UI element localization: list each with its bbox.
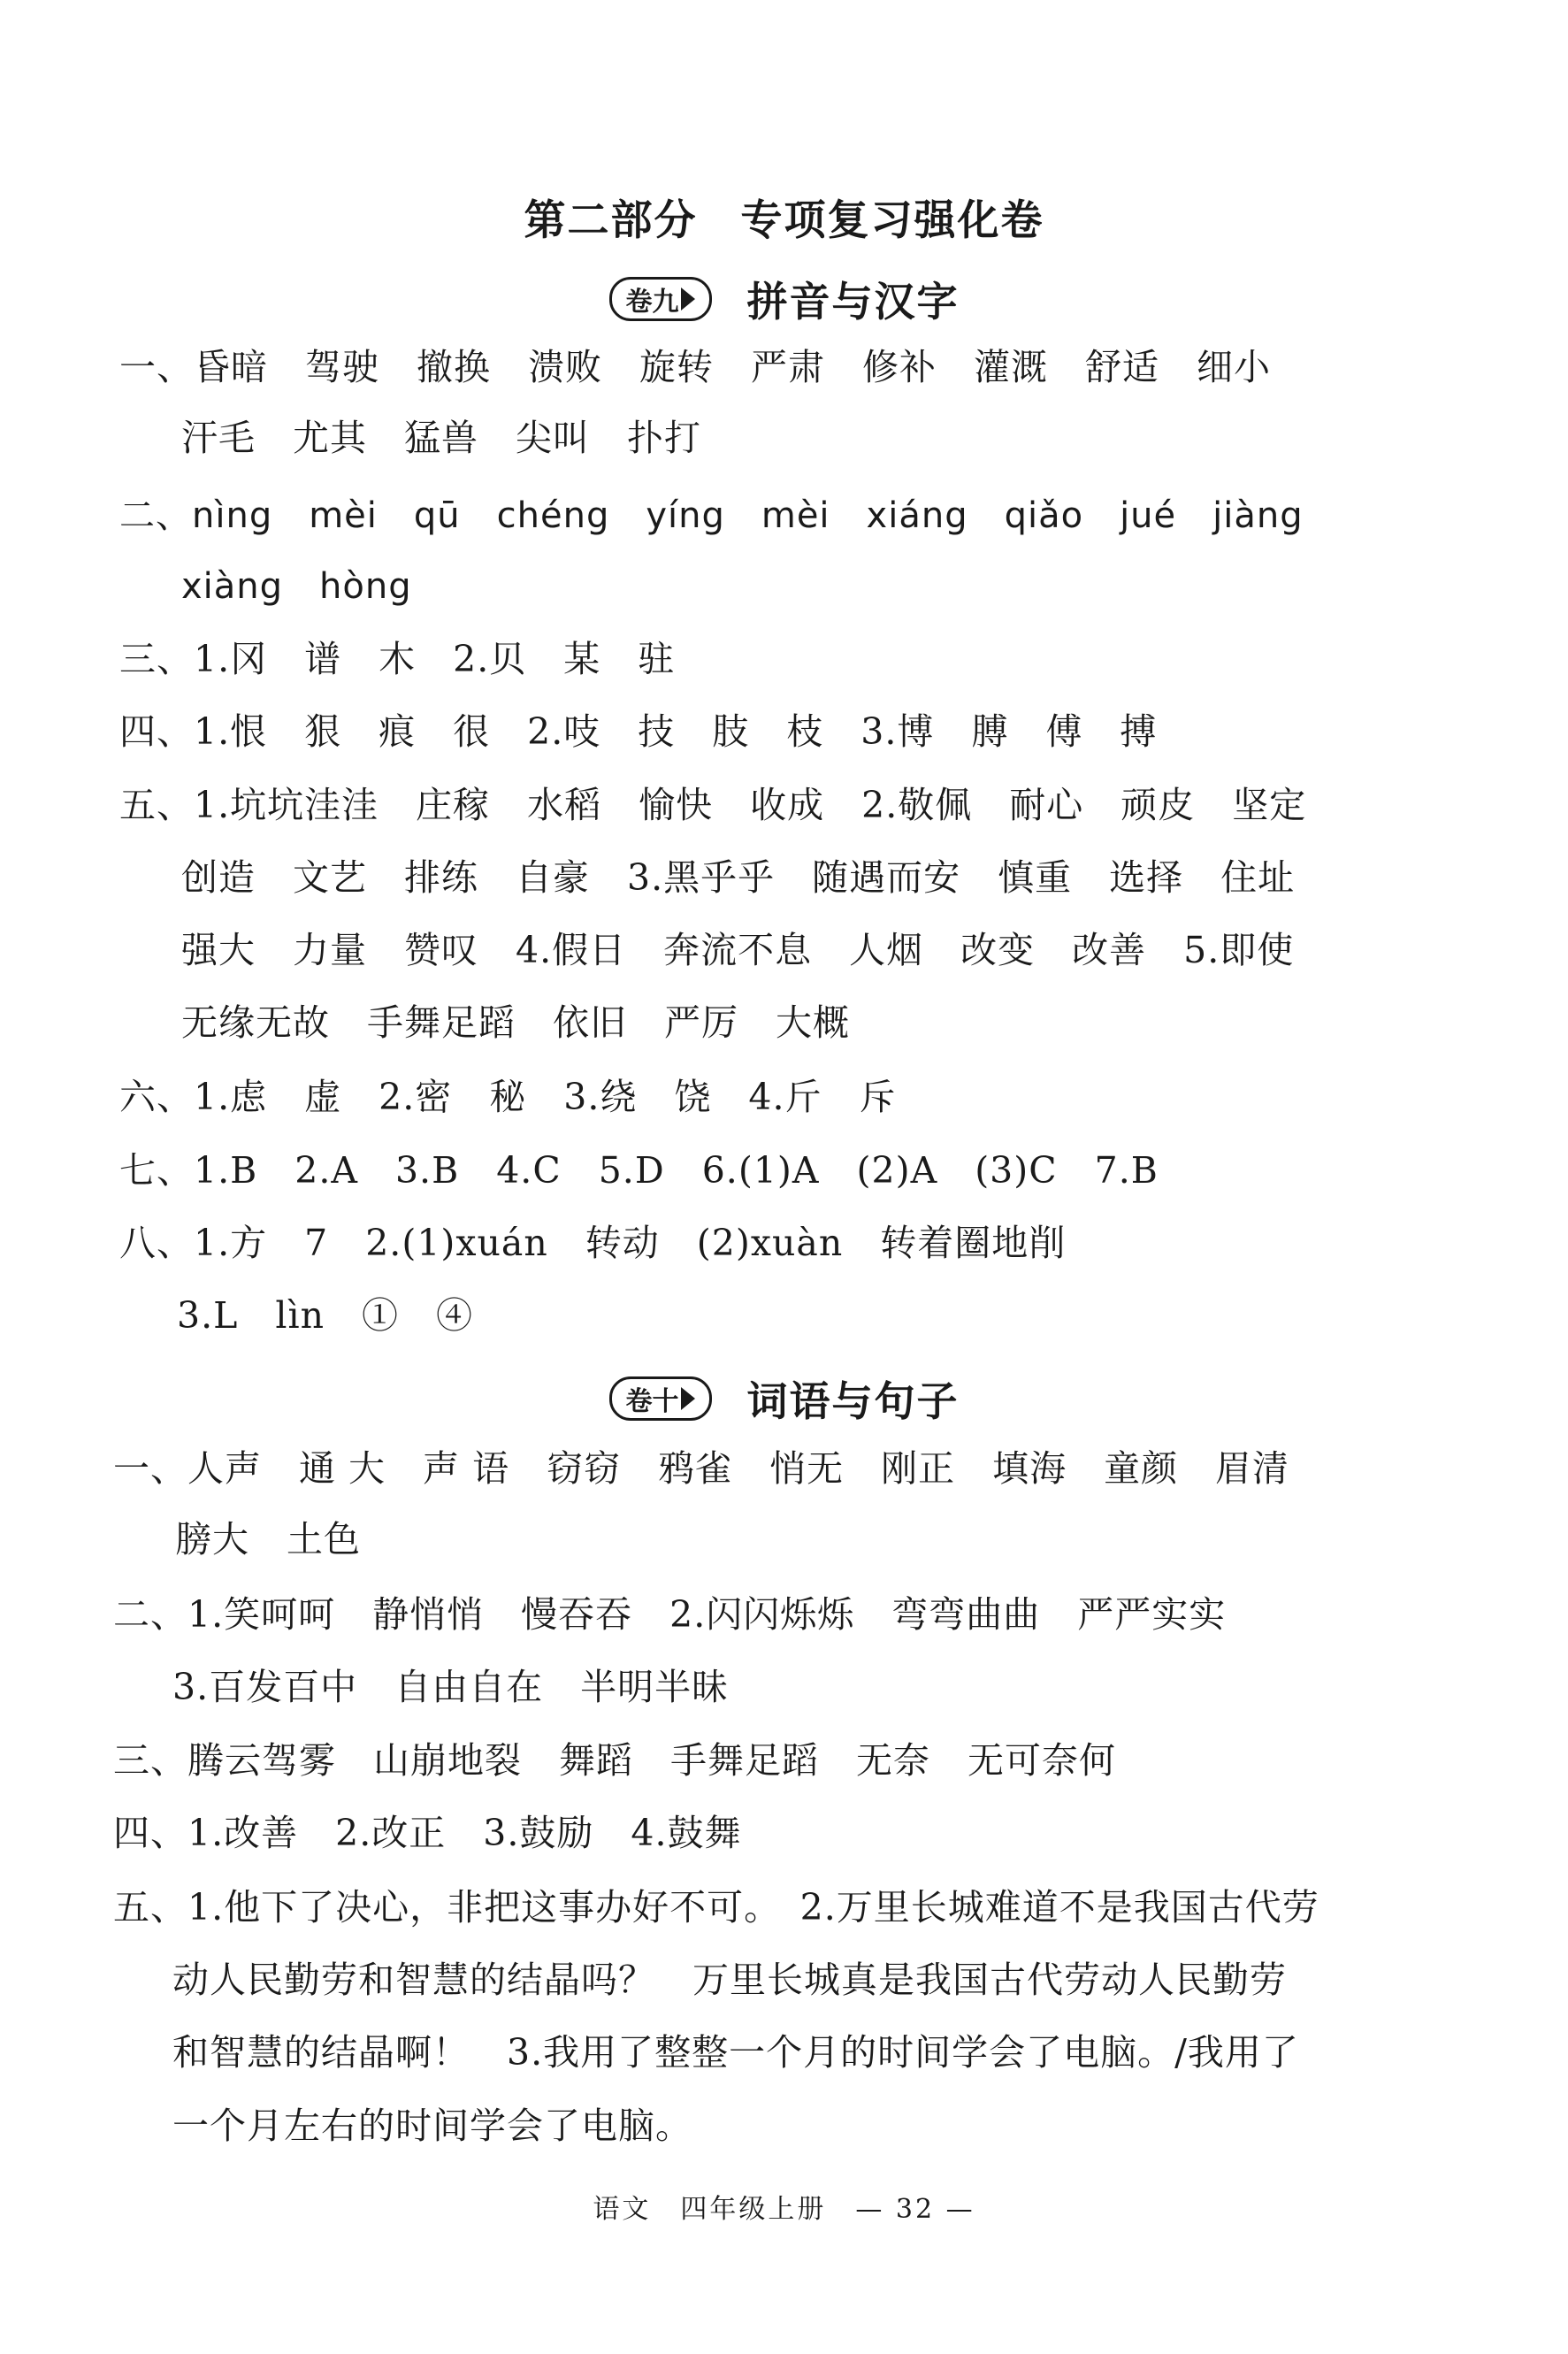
answer-line: 三、1.冈 谱 木 2.贝 某 驻 [119,638,676,680]
answer-line: 二、nìng mèi qū chéng yíng mèi xiáng qiǎo jué jiàng [119,495,1304,536]
answer-line: 3.百发百中 自由自在 半明半昧 [172,1666,730,1708]
answer-line: 三、腾云驾雾 山崩地裂 舞蹈 手舞足蹈 无奈 无可奈何 [113,1739,1116,1782]
answer-line: xiàng hòng [181,566,412,607]
answer-line: 四、1.改善 2.改正 3.鼓励 4.鼓舞 [113,1812,742,1854]
answer-line: 八、1.方 7 2.(1)xuán 转动 (2)xuàn 转着圈地削 [119,1222,1067,1264]
answer-line: 汗毛 尤其 猛兽 尖叫 扑打 [181,417,701,459]
answer-line: 五、1.坑坑洼洼 庄稼 水稻 愉快 收成 2.敬佩 耐心 顽皮 坚定 [119,784,1307,826]
answer-line: 六、1.虑 虚 2.密 秘 3.绕 饶 4.斤 斥 [119,1076,897,1118]
section-badge-10 [609,1376,712,1421]
section-badge-label: 卷九 [625,287,679,318]
section-badge-label: 卷十 [625,1386,679,1417]
section-title-9: 拼音与汉字 [746,278,960,326]
answer-line: 二、1.笑呵呵 静悄悄 慢吞吞 2.闪闪烁烁 弯弯曲曲 严严实实 [113,1593,1227,1636]
arrow-icon [681,1387,695,1410]
section-header-9 [0,270,1568,328]
answer-line: 四、1.恨 狠 痕 很 2.吱 技 肢 枝 3.博 膊 傅 搏 [119,710,1158,753]
answer-line: 创造 文艺 排练 自豪 3.黑乎乎 随遇而安 慎重 选择 住址 [181,856,1296,899]
answer-line: 五、1.他下了决心，非把这事办好不可。 2.万里长城难道不是我国古代劳 [113,1886,1319,1928]
answer-line: 一、昏暗 驾驶 撤换 溃败 旋转 严肃 修补 灌溉 舒适 细小 [119,346,1271,388]
section-header-10 [0,1369,1568,1428]
page-footer: 语文 四年级上册 — 32 — [593,2194,975,2225]
answer-line: 3.L lìn ① ④ [177,1294,473,1337]
answer-line: 动人民勤劳和智慧的结晶吗？ 万里长城真是我国古代劳动人民勤劳 [172,1959,1287,2001]
answer-line: 强大 力量 赞叹 4.假日 奔流不息 人烟 改变 改善 5.即使 [181,929,1295,971]
answer-line: 一、人声 通 大 声 语 窃窃 鸦雀 悄无 刚正 填海 童颜 眉清 [113,1447,1290,1490]
section-badge-9 [609,277,712,321]
answer-line: 无缘无故 手舞足蹈 依旧 严厉 大概 [181,1001,850,1044]
answer-line: 一个月左右的时间学会了电脑。 [172,2105,692,2147]
arrow-icon [681,288,695,311]
answer-line: 和智慧的结晶啊！ 3.我用了整整一个月的时间学会了电脑。/我用了 [172,2031,1299,2074]
answer-line: 膀大 土色 [175,1518,361,1560]
part-title: 第二部分 专项复习强化卷 [524,196,1044,245]
answer-line: 七、1.B 2.A 3.B 4.C 5.D 6.(1)A (2)A (3)C 7.B [119,1149,1159,1192]
section-title-10: 词语与句子 [746,1377,960,1425]
